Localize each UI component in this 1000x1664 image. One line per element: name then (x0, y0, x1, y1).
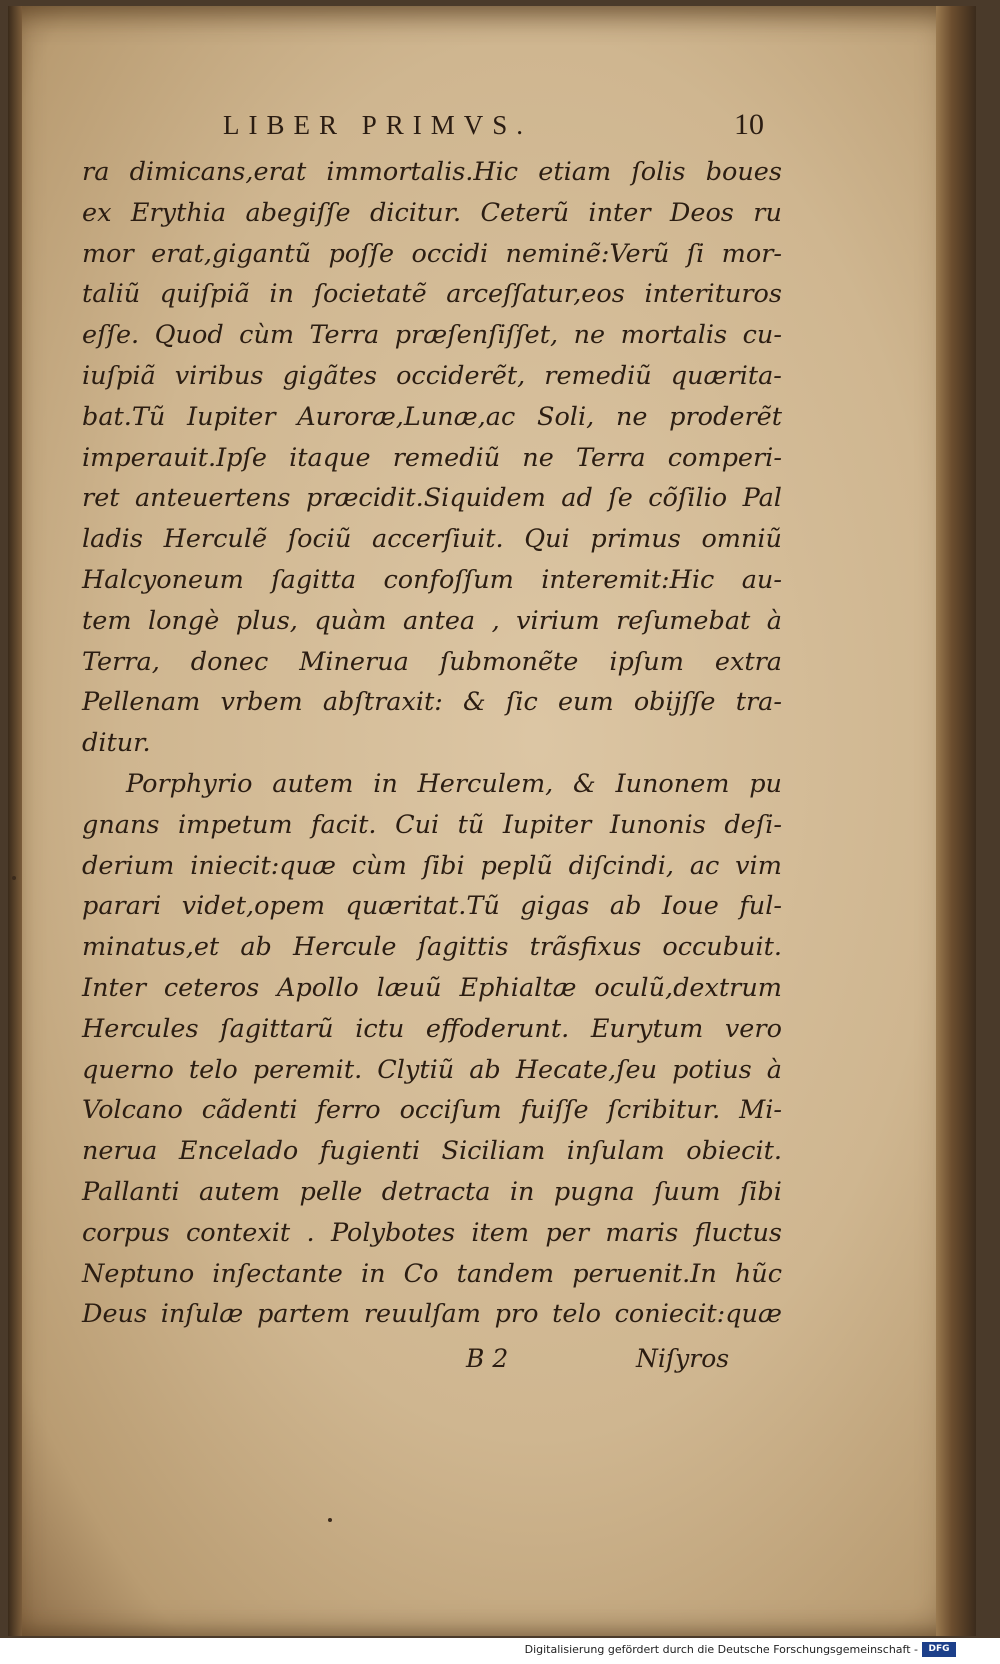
text-line: ladis Herculẽ ſociũ accerſiuit. Qui primus omniũ (82, 524, 782, 555)
paper-speck (328, 1518, 332, 1522)
text-line: ditur. (82, 728, 151, 759)
body-text (82, 152, 782, 1335)
text-line: tem longè plus, quàm antea , virium reſumebat à (82, 605, 782, 636)
text-line: Hercules ſagittarũ ictu effoderunt. Eurytum vero (82, 1013, 782, 1044)
text-line: Neptuno inſectante in Co tandem peruenit.In hũc (82, 1258, 782, 1289)
text-line: minatus,et ab Hercule ſagittis trãsfixus occubuit. (82, 932, 782, 963)
text-line: Deus inſulæ partem reuulſam pro telo coniecit:quæ (82, 1299, 782, 1330)
book-page (8, 6, 968, 1636)
text-line: ra dimicans,erat immortalis.Hic etiam ſolis boues (82, 157, 782, 187)
page-edge (936, 6, 976, 1636)
page-number: 10 (734, 108, 764, 141)
text-line: Volcano cãdenti ferro occiſum fuiſſe ſcribitur. Mi- (82, 1095, 782, 1126)
dfg-logo: DFG (922, 1642, 956, 1657)
text-line: corpus contexit . Polybotes item per maris fluctus (82, 1217, 782, 1248)
binding-shadow (8, 6, 22, 1636)
text-line: querno telo peremit. Clytiũ ab Hecate,ſeu potius à (82, 1054, 782, 1085)
signature-mark: B 2 (466, 1344, 509, 1373)
text-line: mor erat,gigantũ poſſe occidi neminẽ:Verũ ſi mor- (82, 238, 782, 269)
text-line: Pellenam vrbem abſtraxit: & ſic eum obijſſe tra- (82, 687, 782, 718)
text-line: Inter ceteros Apollo læuũ Ephialtæ oculũ,dextrum (82, 972, 782, 1003)
text-line: eſſe. Quod cùm Terra præſenſiſſet, ne mortalis cu- (82, 320, 782, 351)
funding-credit: Digitalisierung gefördert durch die Deutsche Forschungsgemeinschaft - (524, 1643, 918, 1656)
text-line: ex Erythia abegiſſe dicitur. Ceterũ inter Deos ru (82, 197, 782, 228)
page-header (8, 110, 968, 150)
text-line: gnans impetum facit. Cui tũ Iupiter Iunonis deſi- (82, 809, 782, 840)
running-title: LIBER PRIMVS. (223, 110, 533, 140)
text-line: imperauit.Ipſe itaque remediũ ne Terra comperi- (82, 442, 782, 473)
footer-bar (0, 1638, 1000, 1664)
text-line: bat.Tũ Iupiter Auroræ,Lunæ,ac Soli, ne proderẽt (82, 401, 782, 432)
text-line: Porphyrio autem in Herculem, & Iunonem pu (126, 768, 782, 799)
text-line: Pallanti autem pelle detracta in pugna ſuum ſibi (82, 1176, 782, 1207)
text-line: parari videt,opem quæritat.Tũ gigas ab Ioue ful- (82, 891, 782, 922)
text-line: derium iniecit:quæ cùm ſibi peplũ diſcindi, ac vim (82, 850, 782, 881)
catch-line (8, 1344, 968, 1384)
text-line: taliũ quiſpiã in ſocietatẽ arceſſatur,eos interituros (82, 279, 782, 310)
text-line: nerua Encelado fugienti Siciliam inſulam obiecit. (82, 1136, 782, 1167)
catchword: Niſyros (636, 1344, 730, 1373)
paper-speck (12, 876, 16, 880)
text-line: Halcyoneum ſagitta confoſſum interemit:Hic au- (82, 564, 782, 595)
text-line: ret anteuertens præcidit.Siquidem ad ſe cõſilio Pal (82, 483, 782, 514)
text-line: Terra, donec Minerua ſubmonẽte ipſum extra (82, 646, 782, 677)
text-line: iuſpiã viribus gigãtes occiderẽt, remediũ quærita- (82, 360, 782, 391)
